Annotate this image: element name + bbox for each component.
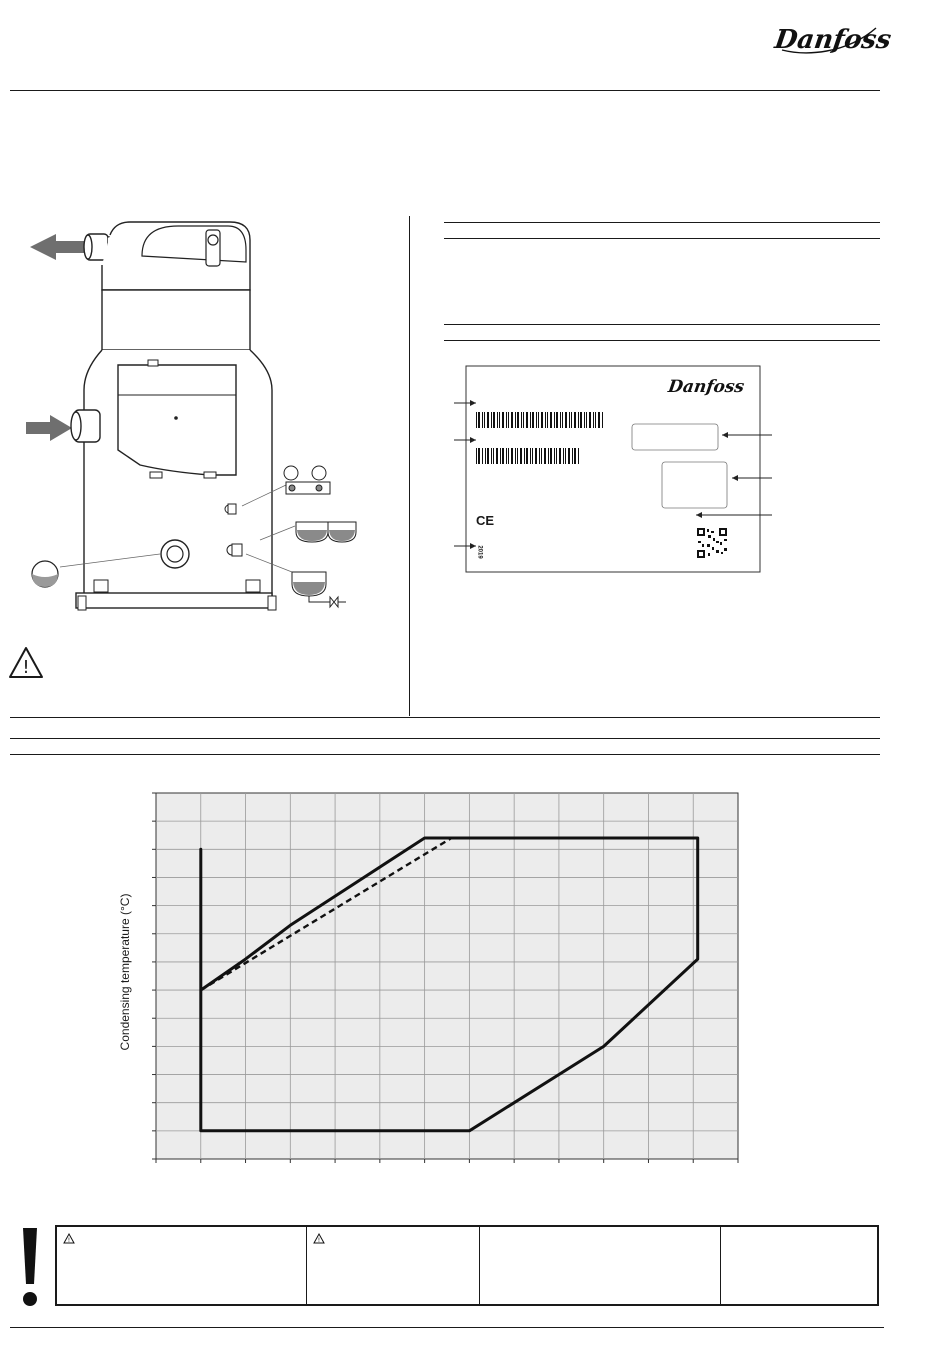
plot-area — [156, 793, 738, 1159]
section-rule-5 — [10, 717, 880, 718]
chart-y-axis-label: Condensing temperature (°C) — [118, 893, 132, 1051]
danfoss-logo — [772, 18, 894, 58]
section-rule-7 — [10, 754, 880, 755]
danfoss-logo-text: Danfoss — [772, 24, 894, 55]
compressor-illustration — [10, 210, 400, 630]
footer-rule — [10, 1327, 884, 1328]
svg-text:!: ! — [22, 657, 30, 678]
svg-text:!: ! — [317, 1237, 321, 1244]
ce-mark: CE — [476, 513, 495, 528]
warning-table — [55, 1225, 879, 1306]
warning-cell-3 — [480, 1227, 721, 1304]
envelope-chart — [156, 793, 738, 1159]
section-rule-1 — [444, 222, 880, 223]
section-rule-6 — [10, 738, 880, 739]
header-rule — [10, 90, 880, 91]
plate-year: 2019 — [476, 545, 483, 559]
warning-cell-1 — [57, 1227, 307, 1304]
svg-text:!: ! — [67, 1237, 71, 1244]
barcode-2 — [476, 448, 579, 464]
warning-small-icon-2 — [313, 1233, 325, 1244]
section-rule-2 — [444, 238, 880, 239]
warning-small-icon-1 — [63, 1233, 75, 1244]
discharge-arrow-icon — [30, 234, 84, 260]
column-divider — [409, 216, 410, 716]
rating-plate — [450, 360, 790, 580]
suction-arrow-icon — [26, 415, 72, 441]
warning-triangle-icon — [8, 646, 44, 680]
exclamation-icon — [18, 1226, 42, 1308]
section-rule-4 — [444, 340, 880, 341]
plate-logo-text: Danfoss — [666, 377, 746, 397]
warning-cell-2 — [307, 1227, 480, 1304]
section-rule-3 — [444, 324, 880, 325]
warning-cell-4 — [721, 1227, 877, 1304]
